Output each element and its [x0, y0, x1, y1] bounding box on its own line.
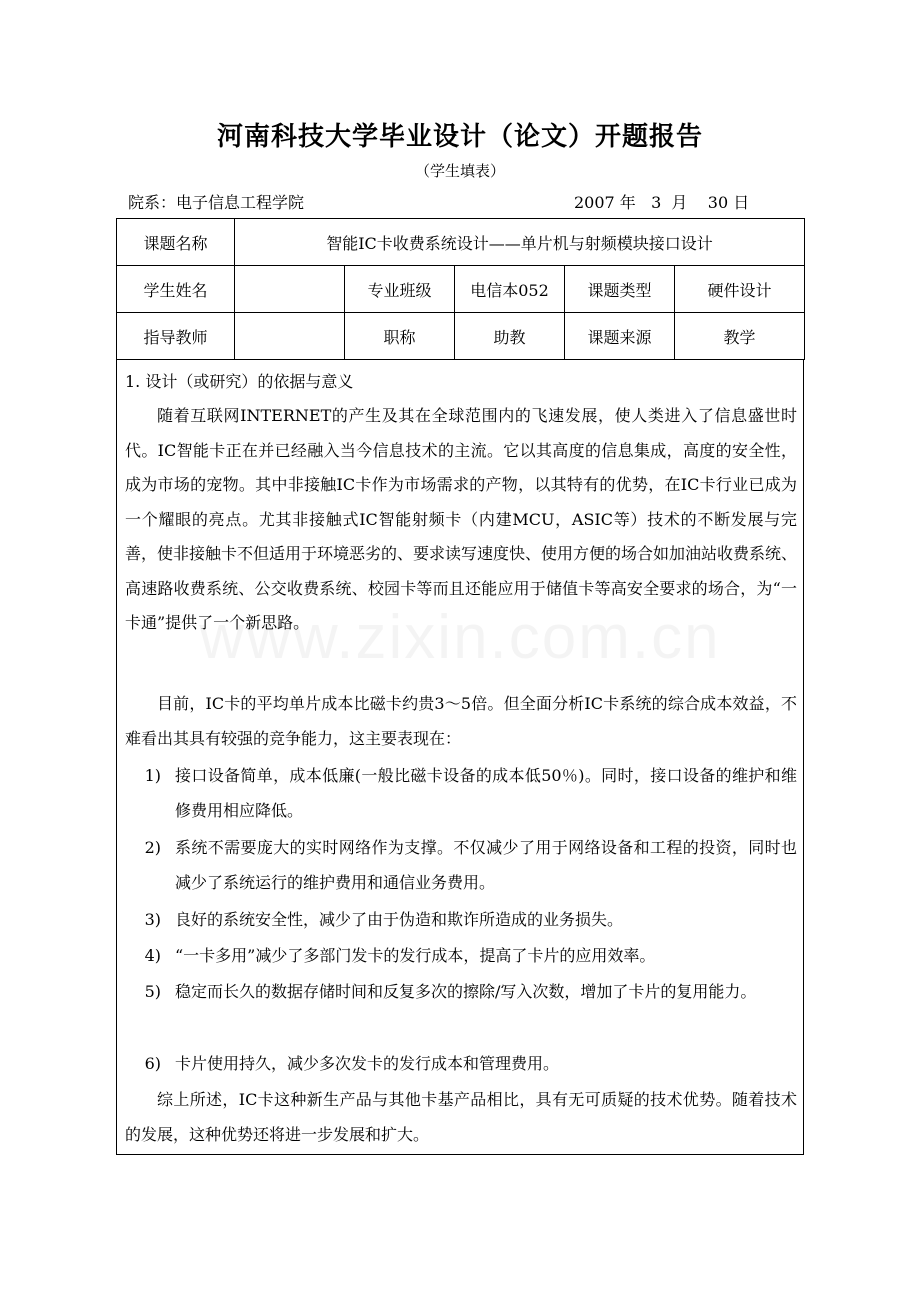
student-name-label: 学生姓名 [117, 266, 235, 313]
list-item [125, 903, 797, 938]
source-label: 课题来源 [565, 313, 675, 360]
topic-type-label: 课题类型 [565, 266, 675, 313]
table-row [117, 266, 805, 313]
meta-row [128, 190, 788, 212]
list-number: 4) [144, 946, 161, 965]
paragraph-2: 目前，IC卡的平均单片成本比磁卡约贵3～5倍。但全面分析IC卡系统的综合成本效益，不难看出其具有较强的竞争能力，这主要表现在： [125, 694, 797, 748]
table-row [117, 313, 805, 360]
list-text: 良好的系统安全性，减少了由于伪造和欺诈所造成的业务损失。 [175, 910, 624, 929]
list-number: 6) [144, 1054, 161, 1073]
major-class-label: 专业班级 [345, 266, 455, 313]
advisor-value [235, 313, 345, 360]
topic-type-value: 硬件设计 [675, 266, 805, 313]
list-text: “一卡多用”减少了多部门发卡的发行成本，提高了卡片的应用效率。 [175, 946, 656, 965]
advisor-label: 指导教师 [117, 313, 235, 360]
student-name-value [235, 266, 345, 313]
list-number: 1) [144, 766, 161, 785]
list-text: 系统不需要庞大的实时网络作为支撑。不仅减少了用于网络设备和工程的投资，同时也减少了系统运行的维护费用和通信业务费用。 [175, 838, 797, 892]
list-text: 稳定而长久的数据存储时间和反复多次的擦除/写入次数，增加了卡片的复用能力。 [175, 982, 757, 1001]
list-item [125, 759, 797, 828]
list-item [125, 939, 797, 974]
list-number: 5) [144, 982, 161, 1001]
table-row [117, 219, 805, 266]
list-item [125, 831, 797, 900]
list-number: 2) [144, 838, 161, 857]
major-class-value: 电信本052 [455, 266, 565, 313]
list-number: 3) [144, 910, 161, 929]
report-date: 2007 年 3 月 30 日 [574, 193, 750, 212]
title-label: 职称 [345, 313, 455, 360]
list-item [125, 1047, 797, 1082]
document-title: 河南科技大学毕业设计（论文）开题报告 [216, 122, 703, 152]
topic-label: 课题名称 [117, 219, 235, 266]
list-item [125, 975, 797, 1010]
source-value: 教学 [675, 313, 805, 360]
topic-value: 智能IC卡收费系统设计——单片机与射频模块接口设计 [235, 219, 805, 266]
paragraph-3: 综上所述，IC卡这种新生产品与其他卡基产品相比，具有无可质疑的技术优势。随着技术的发展，这种优势还将进一步发展和扩大。 [125, 1090, 797, 1144]
document-subtitle: （学生填表） [414, 162, 505, 180]
paragraph-1: 随着互联网INTERNET的产生及其在全球范围内的飞速发展，使人类进入了信息盛世时代。IC智能卡正在并已经融入当今信息技术的主流。它以其高度的信息集成，高度的安全性，成为市场的宠物。其中非接触IC卡作为市场需求的产物，以其特有的优势，在IC卡行业已成为一个耀眼的亮点。尤其非接触式IC智能射频卡（内建MCU，ASIC等）技术的不断发展与完善，使非接触卡不但适用于环境恶劣的、要求读写速度快、使用方便的场合如加油站收费系统、高速路收费系统、公交收费系统、校园卡等而且还能应用于储值卡等高安全要求的场合，为“一卡通”提供了一个新思路。 [125, 406, 798, 632]
content-box [116, 359, 804, 1155]
info-table [116, 218, 805, 360]
section-heading: 1. 设计（或研究）的依据与意义 [125, 372, 354, 391]
list-text: 卡片使用持久，减少多次发卡的发行成本和管理费用。 [175, 1054, 560, 1073]
list-text: 接口设备简单，成本低廉(一般比磁卡设备的成本低50％)。同时，接口设备的维护和维修费用相应降低。 [175, 766, 797, 820]
title-value: 助教 [455, 313, 565, 360]
department: 院系：电子信息工程学院 [128, 193, 305, 212]
